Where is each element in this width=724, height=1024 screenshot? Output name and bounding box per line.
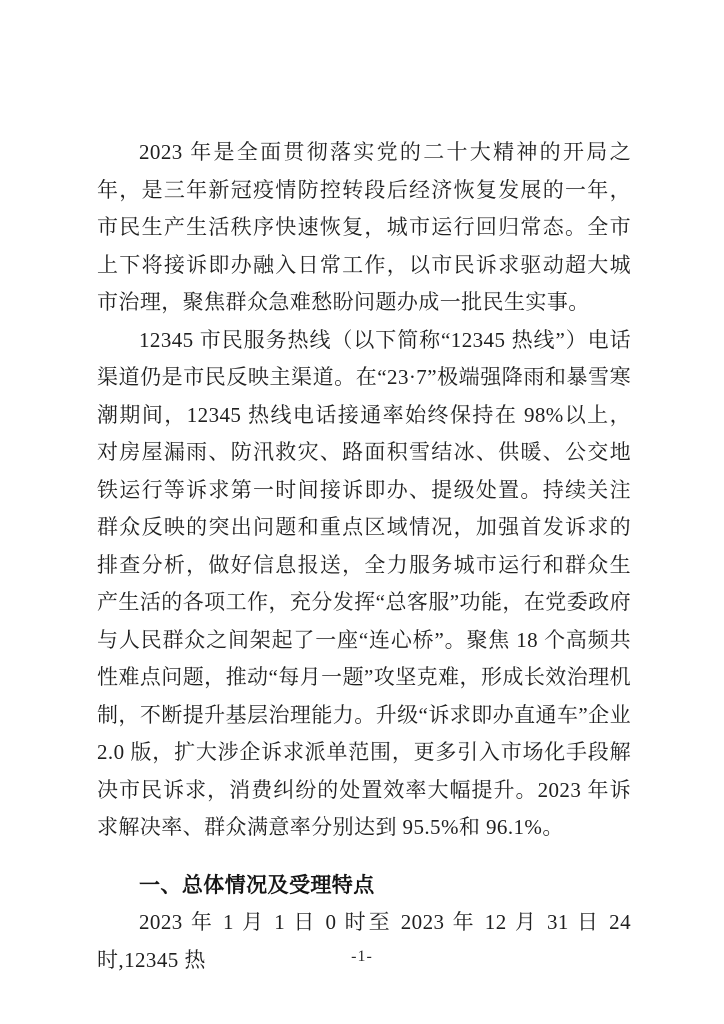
document-body xyxy=(97,134,631,979)
paragraph-hotline-overview: 12345 市民服务热线（以下简称“12345 热线”）电话渠道仍是市民反映主渠道。在“23·7”极端强降雨和暴雪寒潮期间，12345 热线电话接通率始终保持在 98%以上，对房屋漏雨、防汛救灾、路面积雪结冰、供暖、公交地铁运行等诉求第一时间接诉即办、提级处置。持续关注群众反映的突出问题和重点区域情况，加强首发诉求的排查分析，做好信息报送，全力服务城市运行和群众生产生活的各项工作，充分发挥“总客服”功能，在党委政府与人民群众之间架起了一座“连心桥”。聚焦 18 个高频共性难点问题，推动“每月一题”攻坚克难，形成长效治理机制，不断提升基层治理能力。升级“诉求即办直通车”企业 2.0 版，扩大涉企诉求派单范围，更多引入市场化手段解决市民诉求，消费纠纷的处置效率大幅提升。2023 年诉求解决率、群众满意率分别达到 95.5%和 96.1%。 xyxy=(97,327,631,839)
paragraph-statistics-start: 2023 年 1 月 1 日 0 时至 2023 年 12 月 31 日 24 时,12345 热 xyxy=(97,910,631,972)
paragraph-intro: 2023 年是全面贯彻落实党的二十大精神的开局之年，是三年新冠疫情防控转段后经济恢复发展的一年，市民生产生活秩序快速恢复，城市运行回归常态。全市上下将接诉即办融入日常工作，以市民诉求驱动超大城市治理，聚焦群众急难愁盼问题办成一批民生实事。 xyxy=(97,140,631,314)
page-number: -1- xyxy=(351,948,373,965)
section-heading-overall-situation: 一、总体情况及受理特点 xyxy=(139,873,375,897)
